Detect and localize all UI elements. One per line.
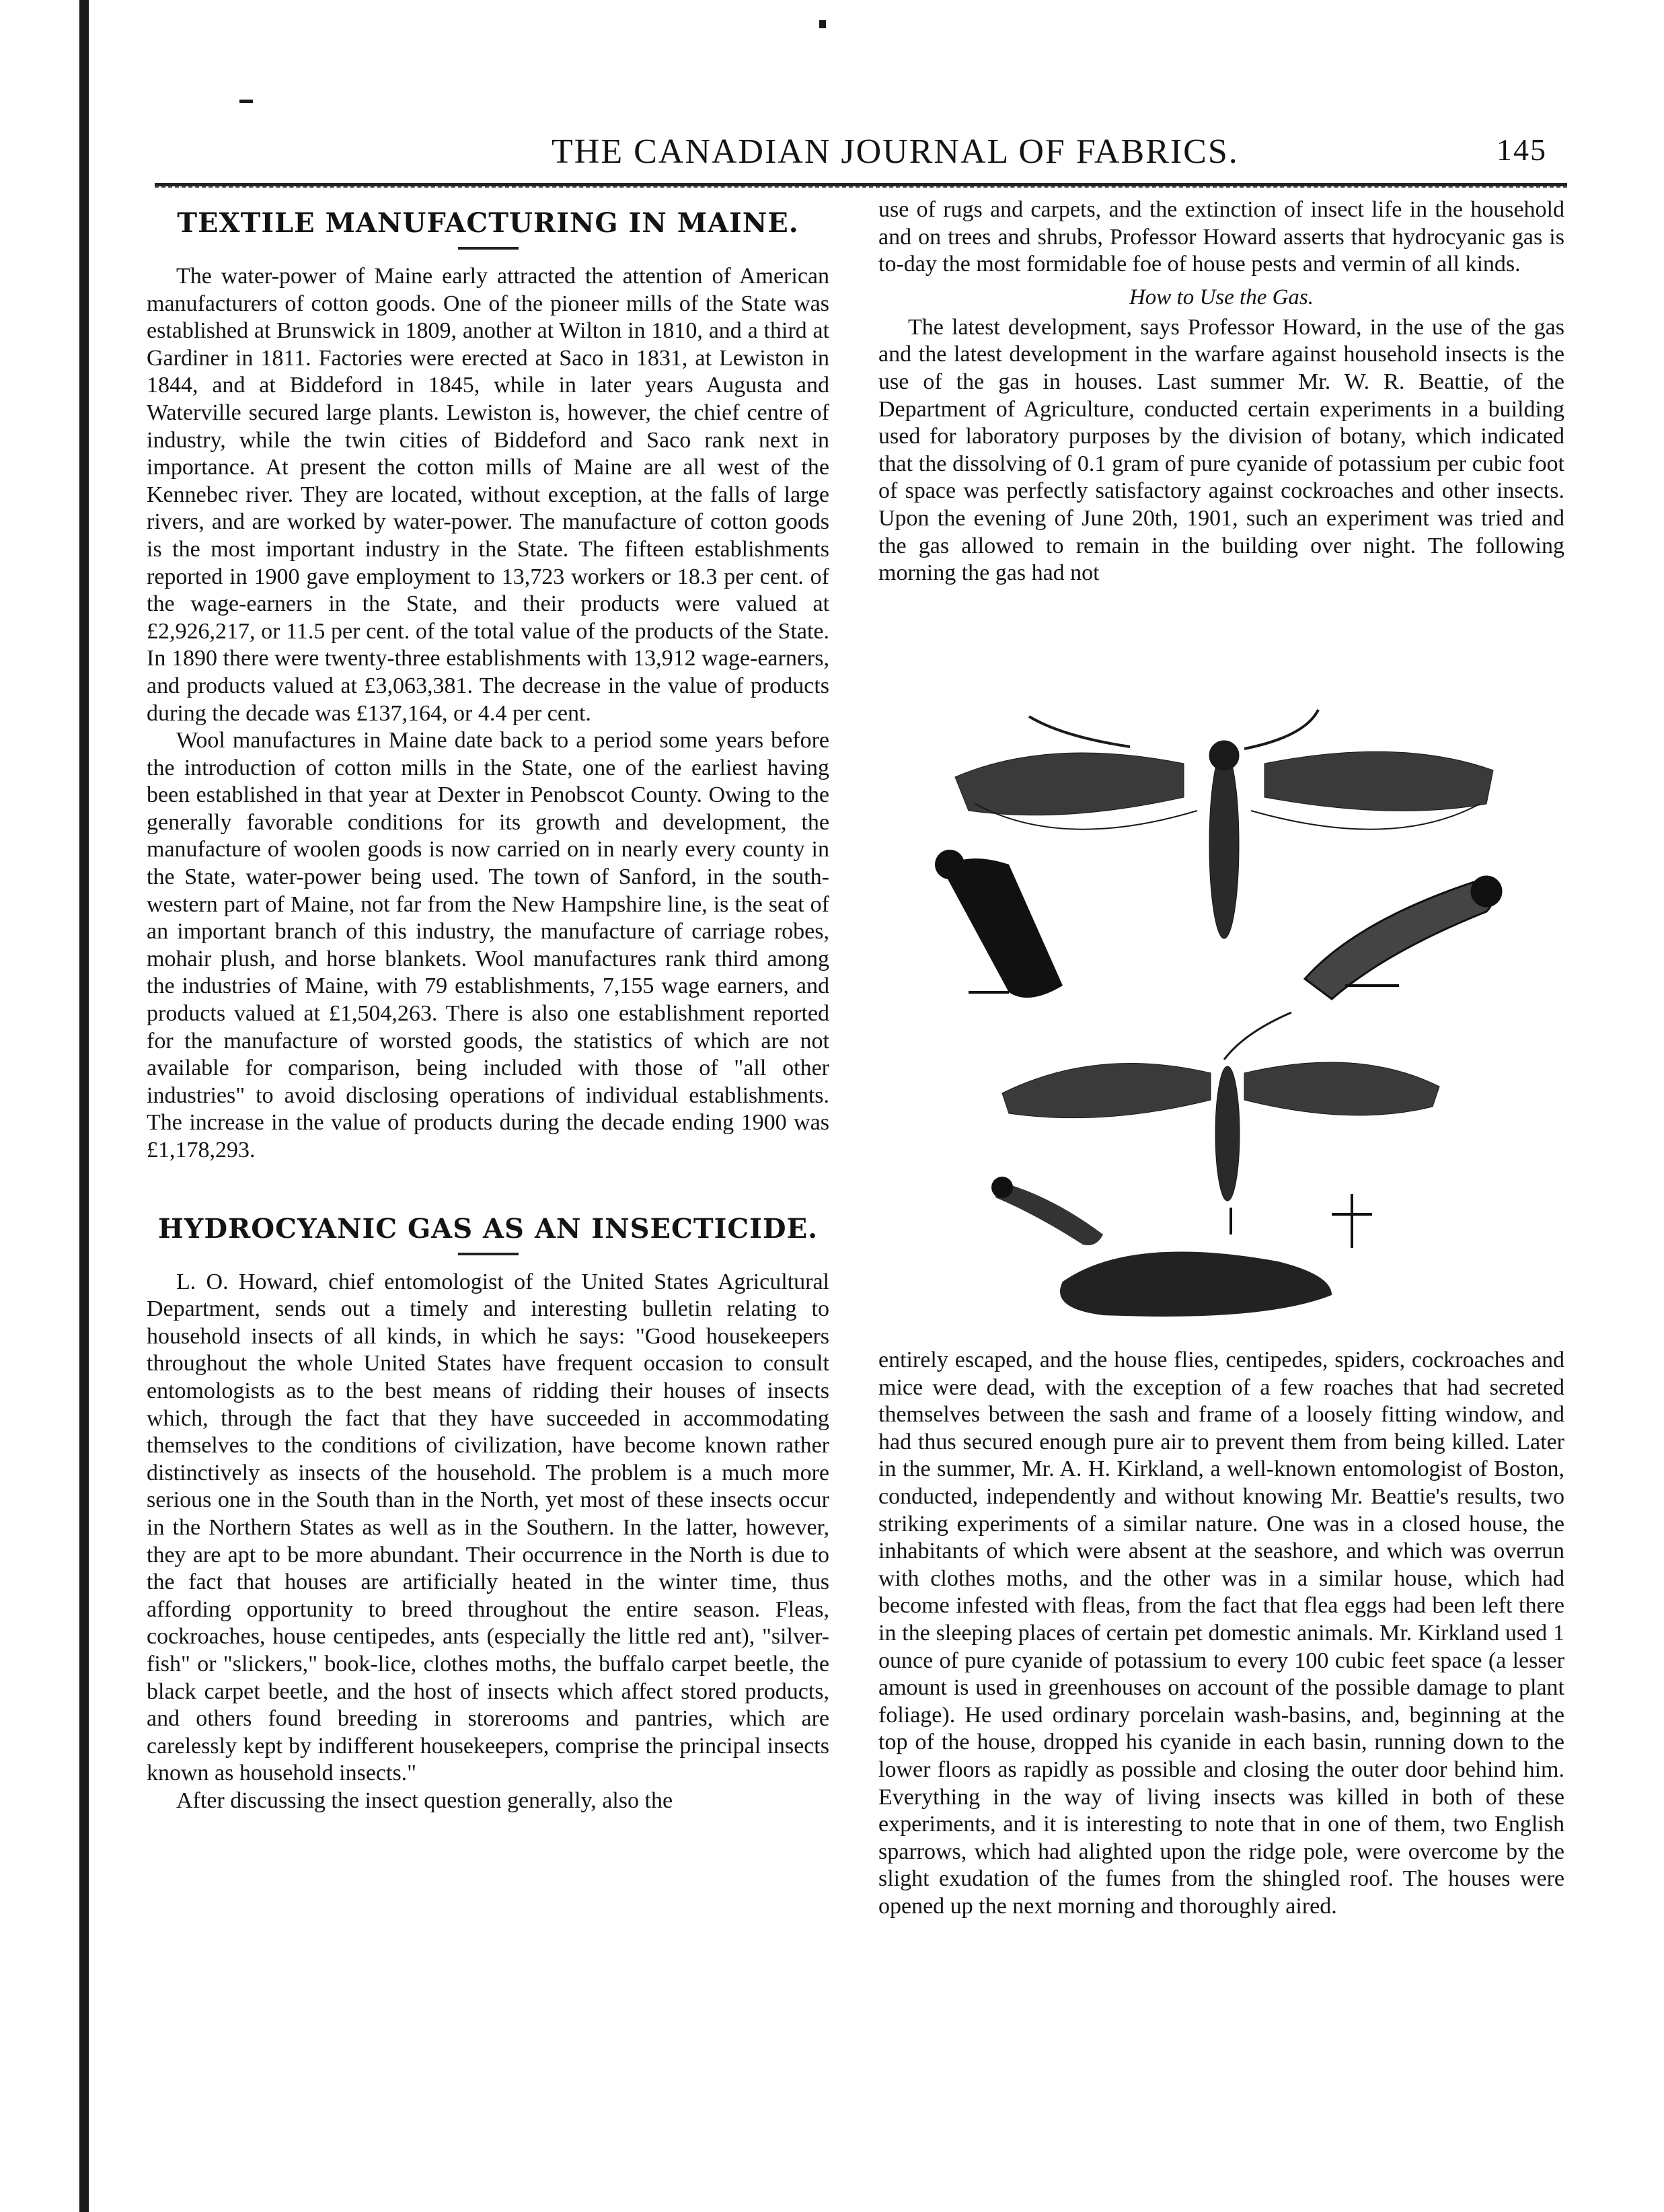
heading-divider [458,247,519,250]
paragraph-after-discussing: After discussing the insect question generally, also the [176,1787,673,1813]
small-larva [991,1177,1103,1245]
header-rule [155,183,1567,188]
pupa-case [1060,1251,1332,1317]
paragraph-rugs-carpets: use of rugs and carpets, and the extinction of insect life in the household and on trees and shrubs, Professor Howard asserts that hydrocyanic gas is to-day the most formidable foe of house pests and vermin of all kinds. [878,197,1564,277]
right-column-bottom [878,1347,1564,1920]
journal-title: THE CANADIAN JOURNAL OF FABRICS. [552,133,1239,171]
heading-divider [458,1253,519,1255]
page-number: 145 [1497,133,1547,167]
scan-speck [819,20,826,28]
adult-moth-large [955,710,1493,938]
larva-case [935,850,1063,998]
article-heading-insecticide: HYDROCYANIC GAS AS AN INSECTICIDE. [157,1212,818,1245]
left-column [147,196,829,1814]
scan-speck [239,100,253,103]
paragraph-kirkland-experiments: entirely escaped, and the house flies, centipedes, spiders, cockroaches and mice were dead, with the exception of a few roaches that had secreted themselves between the sash and frame of a loosely fitting window, and had thus secured enough pure air to prevent them from being killed. Later in the summer, Mr. A. H. Kirkland, a well-known entomologist of Boston, conducted, independently and without knowing Mr. Beattie's results, two striking experiments of a similar nature. One was in a closed house, the inhabitants of which were absent at the seashore, and which was overrun with clothes moths, and the other was in a similar house, which had become infested with fleas, from the fact that flea eggs had been left there in the sleeping places of certain pet domestic animals. Mr. Kirkland used 1 ounce of pure cyanide of potassium to every 100 cubic feet space (a lesser amount is used in greenhouses on account of the possible damage to plant foliage). He used ordinary porcelain wash-basins, and, beginning at the top of the house, dropped his cyanide in each basin, running down to the lower floors as rapidly as possible and closing the outer door behind him. Everything in the way of living insects was killed in both of these experiments, and it is interesting to note that in one of them, two English sparrows, which had alighted upon the ridge pole, were overcome by the slight exudation of the fumes from the shingled roof. The houses were opened up the next morning and thoroughly aired. [878,1348,1564,1919]
scan-edge-shadow [79,0,89,2212]
right-column-top [878,196,1564,587]
clothes-moth-illustration [928,696,1520,1332]
subheading-how-to-use: How to Use the Gas. [1129,285,1314,309]
scale-marks [1231,1194,1372,1248]
page-header [552,132,1547,186]
adult-moth-small [1002,1012,1439,1201]
paragraph-wool: Wool manufactures in Maine date back to a period some years before the introduction of cotton mills in the State, one of the earliest having been established in that year at Dexter in Penobscot County. Owing to the generally favorable conditions for its growth and development, the manufacture of woolen goods is now carried on in nearly every county in the State, water-power being used. The town of Sanford, in the south-western part of Maine, not far from the New Hampshire line, is the seat of an important branch of this industry, the manufacture of carriage robes, mohair plush, and horse blankets. Wool manufactures rank third among the industries of Maine, with 79 establishments, 7,155 wage earners, and products valued at £1,504,263. There is also one establishment reported for the manufacture of worsted goods, the statistics of which are not available for comparison, being included with those of "all other industries" to avoid disclosing operations of individual establishments. The increase in the value of products during the decade ending 1900 was £1,178,293. [147,728,829,1163]
article-heading-maine: TEXTILE MANUFACTURING IN MAINE. [177,207,799,239]
paragraph-cotton: The water-power of Maine early attracted the attention of American manufacturers of cotton goods. One of the pioneer mills of the State was established at Brunswick in 1809, another at Wilton in 1810, and a third at Gardiner in 1811. Factories were erected at Saco in 1831, at Lewiston in 1844, and at Biddeford in 1845, while in later years Augusta and Waterville secured large plants. Lewiston is, however, the chief centre of industry, while the twin cities of Biddeford and Saco rank next in importance. At present the cotton mills of Maine are all west of the Kennebec river. They are located, without exception, at the falls of large rivers, and are worked by water-power. The manufacture of cotton goods is the most important industry in the State. The fifteen establishments reported in 1900 gave employment to 13,723 workers or 18.3 per cent. of the wage-earners in the State, and their products were valued at £2,926,217, or 11.5 per cent. of the total value of the products of the State. In 1890 there were twenty-three establishments with 13,912 wage-earners, and products valued at £3,063,381. The decrease in the value of products during the decade was £137,164, or 4.4 per cent. [147,264,829,726]
paragraph-latest-development: The latest development, says Professor Howard, in the use of the gas and the latest development in the warfare against household insects is the use of the gas in houses. Last summer Mr. W. R. Beattie, of the Department of Agriculture, conducted certain experiments in a building used for laboratory purposes by the division of botany, which indicated that the dissolving of 0.1 gram of pure cyanide of potassium per cubic foot of space was perfectly satisfactory against cockroaches and other insects. Upon the evening of June 20th, 1901, such an experiment was tried and the gas allowed to remain in the building over night. The following morning the gas had not [878,314,1564,586]
paragraph-howard-bulletin: L. O. Howard, chief entomologist of the United States Agricultural Department, sends out a timely and interesting bulletin relating to household insects of all kinds, in which he says: "Good housekeepers throughout the whole United States have frequent occasion to consult entomologists as to the best means of ridding their houses of insects which, through the fact that they have succeeded in accommodating themselves to the conditions of civilization, have become known rather distinctively as insects of the household. The problem is a much more serious one in the South than in the North, yet most of these insects occur in the Northern States as well as in the Southern. In the latter, however, they are apt to be more abundant. Their occurrence in the North is due to the fact that houses are artificially heated in the winter time, thus affording opportunity to breed throughout the entire season. Fleas, cockroaches, house centipedes, ants (especially the little red ant), "silver-fish" or "slickers," book-lice, clothes moths, the buffalo carpet beetle, the black carpet beetle, and the host of insects which affect stored products, and others found breeding in storerooms and pantries, which are carelessly kept by indifferent housekeepers, comprise the principal insects known as household insects." [147,1269,829,1786]
larva [1305,877,1501,999]
